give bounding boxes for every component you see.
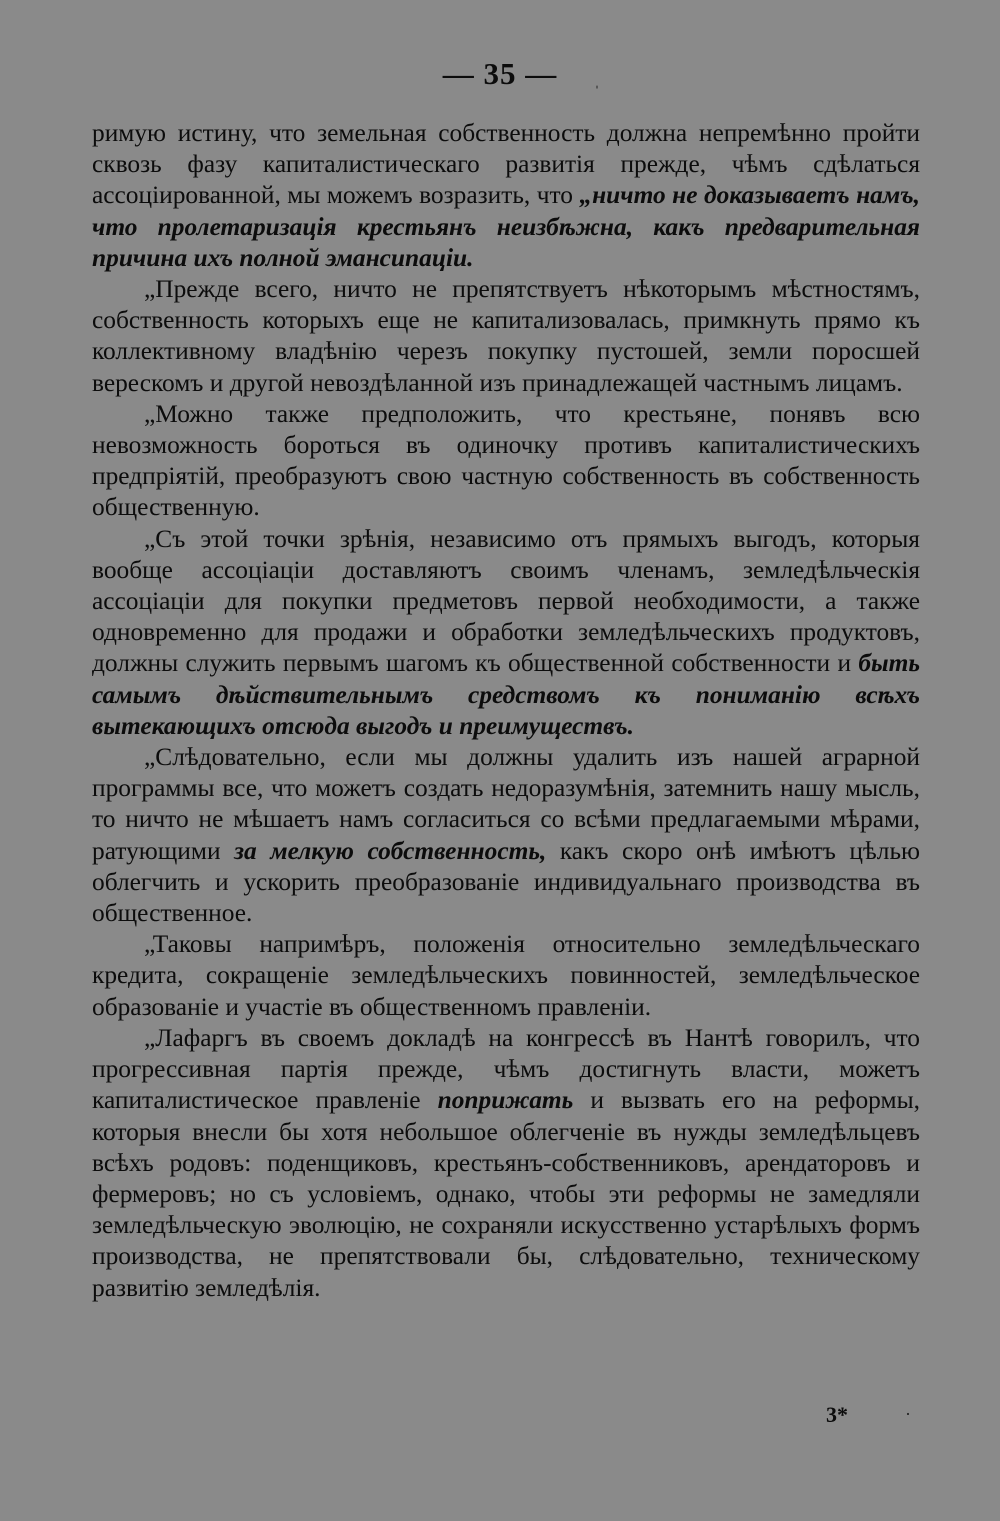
- italic-text-run: быть самымъ дѣйствительнымъ средствомъ къ пониманію всѣхъ вытекающихъ отсюда выгодъ и преимуществъ.: [92, 649, 920, 740]
- paragraph: [92, 524, 920, 742]
- print-speck: ·: [905, 1404, 911, 1424]
- italic-text-run: поприжать: [437, 1086, 574, 1115]
- text-run: какъ скоро онѣ имѣютъ цѣлью облегчить и ускорить преобразованіе индивидуальнаго производства въ общественное.: [92, 836, 920, 928]
- body-text: [92, 118, 920, 1304]
- paragraph: [92, 274, 920, 399]
- text-run: „Таковы напримѣръ, положенія относительно земледѣльческаго кредита, сокращеніе земледѣльческихъ повинностей, земледѣльческое образованіе и участіе въ общественномъ правленіи.: [92, 930, 920, 1021]
- text-run: „Лафаргъ въ своемъ докладѣ на конгрессѣ въ Нантѣ говорилъ, что прогрессивная партія прежде, чѣмъ достигнуть власти, можетъ капиталистическое правленіе: [92, 1023, 920, 1115]
- text-run: „Слѣдовательно, если мы должны удалить изъ нашей аграрной программы все, что можетъ создать недоразумѣнія, затемнить нашу мысль, то ничто не мѣшаетъ намъ согласиться со всѣми предлагаемыми мѣрами, ратующими: [92, 743, 920, 865]
- paragraph: [92, 118, 920, 274]
- paragraph: [92, 1023, 920, 1304]
- italic-text-run: за мелкую собственность,: [234, 836, 547, 865]
- text-run: „Съ этой точки зрѣнія, независимо отъ прямыхъ выгодъ, которыя вообще ассоціаціи доставляютъ своимъ членамъ, земледѣльческія ассоціаціи для покупки предметовъ первой необходимости, а также одновременно для продажи и обработки земледѣльческихъ продуктовъ, должны служить первымъ шагомъ къ общественной собственности и: [92, 524, 920, 678]
- text-run: „Прежде всего, ничто не препятствуетъ нѣкоторымъ мѣстностямъ, собственность которыхъ еще не капитализовалась, примкнуть прямо къ коллективному владѣнію черезъ покупку пустошей, земли поросшей верескомъ и другой невоздѣланной изъ принадлежащей частнымъ лицамъ.: [92, 275, 920, 397]
- paragraph: [92, 742, 920, 929]
- print-speck: ˈ: [594, 82, 600, 102]
- page-number: — 35 —: [442, 56, 558, 91]
- text-run: и вызвать его на реформы, которыя внесли бы хотя небольшое облегченіе въ нужды земледѣльцевъ всѣхъ родовъ: поденщиковъ, крестьянъ-собственниковъ, арендаторовъ и фермеровъ; но съ условіемъ, однако, чтобы эти реформы не замедляли земледѣльческую эволюцію, не сохраняли искусственно устарѣлыхъ формъ производства, не препятствовали бы, слѣдовательно, техническому развитію земледѣлія.: [92, 1086, 920, 1302]
- paragraph: [92, 929, 920, 1023]
- text-run: „Можно также предположить, что крестьяне, понявъ всю невозможность бороться въ одиночку противъ капиталистическихъ предпріятій, преобразуютъ свою частную собственность въ собственность общественную.: [92, 399, 920, 522]
- italic-text-run: „ничто не доказываетъ намъ, что пролетаризація крестьянъ неизбѣжна, какъ предварительная причина ихъ полной эмансипаціи.: [92, 181, 920, 272]
- paragraph: [92, 399, 920, 524]
- text-run: римую истину, что земельная собственность должна непремѣнно пройти сквозь фазу капиталистическаго развитія прежде, чѣмъ сдѣлаться ассоціированной, мы можемъ возразить, что: [92, 119, 920, 210]
- signature-mark: 3*: [826, 1402, 848, 1427]
